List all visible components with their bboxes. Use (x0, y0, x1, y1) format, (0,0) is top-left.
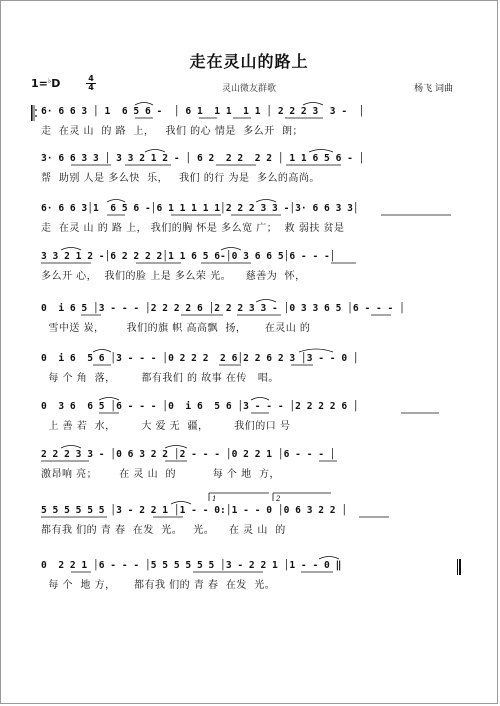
lyric-line: 雪中送 炭， 我们的旗 帜 高高飘 扬， 在灵山 的 (41, 323, 311, 334)
score-system-6 (41, 351, 461, 393)
score-system-1 (41, 104, 461, 146)
score-system-5 (41, 301, 461, 343)
final-barline (457, 559, 461, 575)
slur-marks (41, 301, 461, 343)
time-denominator: 4 (88, 83, 94, 92)
repeat-start-sign (31, 105, 37, 121)
slur-marks (41, 399, 461, 441)
time-signature (86, 75, 96, 92)
notation-line: 6· 6 6 3│1 6 5 6 -│6 1 1 1 1 1│2 2 2 3 3 -│3· 6 6 3 3│ (41, 203, 359, 214)
beam-marks (41, 558, 461, 600)
key-signature (31, 77, 60, 90)
notation-line: 2 2 2 3 3 - │0 6 3 2 2 │2 - - - │0 2 2 1 │6 - - - │ (41, 449, 336, 460)
slur-marks (41, 151, 461, 193)
key-note: D (51, 77, 61, 90)
flat-sign: ♭ (47, 77, 52, 85)
score-system-4 (41, 249, 461, 291)
lyric-line: 走 在灵 山 的 路 上， 我们 的心 情是 多么开 朗； (41, 126, 304, 137)
notation-line: 5 5 5 5 5 5 │3 - 2 2 1 │1 - - 0:│1 - - 0 │0 6 3 2 2 │ (41, 505, 348, 516)
lyric-line: 帮 助别 人是 多么快 乐， 我们 的行 为是 多么的高尚。 (41, 173, 320, 184)
notation-line: 3· 6 6 3 3 │ 3 3 2 1 2 - │ 6 2 2 2 2 2 │ 1 1 6 5 6 - │ (41, 153, 365, 164)
song-title: 走在灵山的路上 (189, 52, 309, 71)
slur-marks (41, 201, 461, 243)
score-system-8 (41, 447, 461, 489)
notation-line: 0 i 6 5 │3 - - - │2 2 2 2 6 │2 2 2 3 3 - │0 3 3 6 5 │6 - - - │ (41, 303, 405, 314)
notation-line: 0 i 6 5 6 │3 - - - │0 2 2 2 2 6│2 2 6 2 3 │3 - - 0 │ (41, 353, 359, 364)
notation-line: 6· 6 6 3 │ 1 6 5 6 - │ 6 1 1 1 1 1 │ 2 2 2 3 3 - │ (41, 106, 365, 117)
lyric-line: 都有我 们的 青 春 在发 光。 光。 在 灵 山 的 (41, 525, 286, 536)
volta-1-label: 1 (212, 495, 217, 503)
score-system-9 (41, 495, 461, 545)
slur-marks (41, 447, 461, 489)
slur-marks (41, 104, 461, 146)
lyric-line: 激昂响 亮； 在 灵 山 的 每 个 地 方， (41, 469, 280, 480)
score-system-3 (41, 201, 461, 243)
key-prefix: 1= (31, 77, 48, 90)
notation-line: 3 3 2 1 2 -│6 2 2 2 2│1 1 6 5 6-│0 3 6 6 5│6 - - -│ (41, 251, 336, 262)
lyric-line: 走 在灵 山 的 路 上， 我们的胸 怀是 多么宽 广； 救 弱扶 贫是 (41, 223, 345, 234)
score-system-10 (41, 558, 461, 600)
score-system-7 (41, 399, 461, 441)
notation-line: 0 3 6 6 5 │6 - - - │0 i 6 5 6 │3 - - - │2 2 2 2 6 │ (41, 401, 359, 412)
score-system-2 (41, 151, 461, 193)
composer-credit: 杨飞 词曲 (414, 84, 453, 94)
slur-marks (41, 249, 461, 291)
volta-2-label: 2 (276, 495, 281, 503)
lyric-line: 多么开 心， 我们的脸 上是 多么荣 光。 慈善为 怀， (41, 271, 306, 282)
lyric-line: 每 个 地 方， 都有我 们的 青 春 在发 光。 (41, 580, 276, 591)
slur-marks (41, 351, 461, 393)
volta-brackets (41, 495, 461, 545)
lyric-line: 上 善 若 水， 大 爱 无 疆， 我们的口 号 (41, 421, 291, 432)
time-numerator: 4 (86, 75, 96, 84)
song-subtitle: 灵山微友群歌 (221, 84, 276, 94)
notation-line: 0 2 2 1 │6 - - - │5 5 5 5 5 5 │3 - 2 2 1 │1 - - 0 ‖ (41, 560, 342, 571)
lyric-line: 每 个 角 落， 都有我们 的 故事 在传 唱。 (41, 373, 279, 384)
